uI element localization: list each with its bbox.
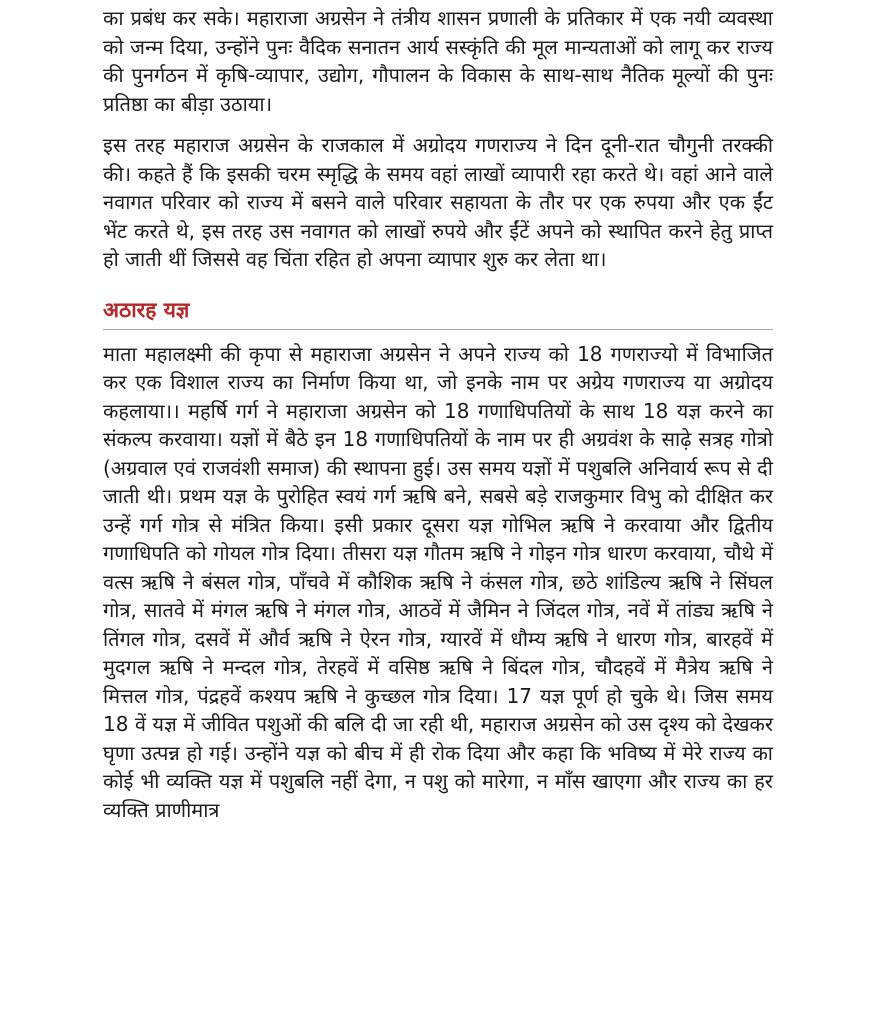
- document-page: [103, 4, 773, 824]
- intro-paragraph-1: का प्रबंध कर सके। महाराजा अग्रसेन ने तंत्रीय शासन प्रणाली के प्रतिकार में एक नयी व्यवस्था को जन्म दिया, उन्होंने पुनः वैदिक सनातन आर्य सस्कृंति की मूल मान्यताओं को लागू कर राज्य की पुनर्गठन में कृषि-व्यापार, उद्योग, गौपालन के विकास के साथ-साथ नैतिक मूल्यों की पुनः प्रतिष्ठा का बीड़ा उठाया।: [103, 6, 773, 116]
- section-heading-eighteen-yagyas: अठारह यज्ञ: [103, 285, 773, 330]
- intro-paragraph-2: इस तरह महाराज अग्रसेन के राजकाल में अग्रोदय गणराज्य ने दिन दूनी-रात चौगुनी तरक्की की। कहते हैं कि इसकी चरम स्मृद्धि के समय वहां लाखों व्यापारी रहा करते थे। वहां आने वाले नवागत परिवार को राज्य में बसने वाले परिवार सहायता के तौर पर एक रुपया और एक ईंट भेंट करते थे, इस तरह उस नवागत को लाखों रुपये और ईंटें अपने को स्थापित करने हेतु प्राप्त हो जाती थीं जिससे वह चिंता रहित हो अपना व्यापार शुरु कर लेता था।: [103, 133, 773, 271]
- section-paragraph: माता महालक्ष्मी की कृपा से महाराजा अग्रसेन ने अपने राज्य को 18 गणराज्यो में विभाजित कर एक विशाल राज्य का निर्माण किया था, जो इनके नाम पर अग्रेय गणराज्य या अग्रोदय कहलाया।। महर्षि गर्ग ने महाराजा अग्रसेन को 18 गणाधिपतियों के साथ 18 यज्ञ करने का संकल्प करवाया। यज्ञों में बैठे इन 18 गणाधिपतियों के नाम पर ही अग्रवंश के साढ़े सत्रह गोत्रो (अग्रवाल एवं राजवंशी समाज) की स्थापना हुई। उस समय यज्ञों में पशुबलि अनिवार्य रूप से दी जाती थी। प्रथम यज्ञ के पुरोहित स्वयं गर्ग ऋषि बने, सबसे बड़े राजकुमार विभु को दीक्षित कर उन्हें गर्ग गोत्र से मंत्रित किया। इसी प्रकार दूसरा यज्ञ गोभिल ऋषि ने करवाया और द्वितीय गणाधिपति को गोयल गोत्र दिया। तीसरा यज्ञ गौतम ऋषि ने गोइन गोत्र धारण करवाया, चौथे में वत्स ऋषि ने बंसल गोत्र, पाँचवे में कौशिक ऋषि ने कंसल गोत्र, छठे शांडिल्य ऋषि ने सिंघल गोत्र, सातवे में मंगल ऋषि ने मंगल गोत्र, आठवें में जैमिन ने जिंदल गोत्र, नवें में तांड्य ऋषि ने तिंगल गोत्र, दसवें में और्व ऋषि ने ऐरन गोत्र, ग्यारवें में धौम्य ऋषि ने धारण गोत्र, बारहवें में मुदगल ऋषि ने मन्दल गोत्र, तेरहवें में वसिष्ठ ऋषि ने बिंदल गोत्र, चौदहवें में मैत्रेय ऋषि ने मित्तल गोत्र, पंद्रहवें कश्यप ऋषि ने कुच्छल गोत्र दिया। 17 यज्ञ पूर्ण हो चुके थे। जिस समय 18 वें यज्ञ में जीवित पशुओं की बलि दी जा रही थी, महाराज अग्रसेन को उस दृश्य को देखकर घृणा उत्पन्न हो गई। उन्होंने यज्ञ को बीच में ही रोक दिया और कहा कि भविष्य में मेरे राज्य का कोई भी व्यक्ति यज्ञ में पशुबलि नहीं देगा, न पशु को मारेगा, न माँस खाएगा और राज्य का हर व्यक्ति प्राणीमात्र: [103, 341, 773, 822]
